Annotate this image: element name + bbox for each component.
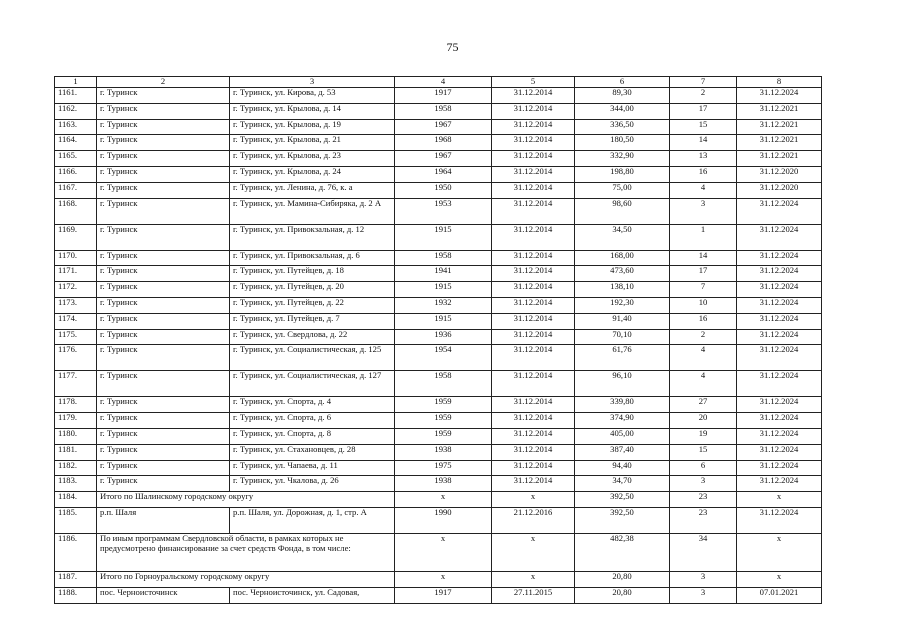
table-cell: г. Туринск (97, 313, 230, 329)
table-cell: 27.11.2015 (492, 587, 575, 603)
table-cell: г. Туринск (97, 282, 230, 298)
table-cell: 31.12.2021 (737, 119, 822, 135)
table-cell: 1941 (395, 266, 492, 282)
table-cell: г. Туринск, ул. Привокзальная, д. 12 (230, 224, 395, 250)
table-cell: 1166. (55, 166, 97, 182)
table-header-row (55, 77, 822, 88)
table-cell: 19 (670, 428, 737, 444)
summary-label: Итого по Горноуральскому городскому округу (97, 571, 395, 587)
table-cell: 31.12.2014 (492, 460, 575, 476)
table-cell: 1165. (55, 151, 97, 167)
table-cell: 392,50 (575, 507, 670, 533)
table-cell: 31.12.2024 (737, 371, 822, 397)
column-number-header: 1 (55, 77, 97, 88)
table-cell: 4 (670, 345, 737, 371)
table-cell: г. Туринск (97, 476, 230, 492)
table-cell: 31.12.2024 (737, 88, 822, 104)
table-cell: 1175. (55, 329, 97, 345)
table-cell: х (395, 533, 492, 571)
table-cell: 168,00 (575, 250, 670, 266)
table-row (55, 266, 822, 282)
table-cell: г. Туринск, ул. Путейцев, д. 18 (230, 266, 395, 282)
table-cell: пос. Черноисточинск, ул. Садовая, (230, 587, 395, 603)
table-cell: г. Туринск (97, 444, 230, 460)
table-cell: 1172. (55, 282, 97, 298)
table-cell: г. Туринск (97, 371, 230, 397)
table-cell: 31.12.2014 (492, 198, 575, 224)
table-row (55, 397, 822, 413)
table-cell: 1184. (55, 492, 97, 508)
table-cell: 31.12.2024 (737, 250, 822, 266)
table-cell: 13 (670, 151, 737, 167)
table-cell: 23 (670, 492, 737, 508)
table-cell: 20,80 (575, 571, 670, 587)
table-cell: г. Туринск (97, 460, 230, 476)
table-cell: 20,80 (575, 587, 670, 603)
housing-registry-table (54, 76, 822, 604)
table-row (55, 329, 822, 345)
table-cell: г. Туринск (97, 345, 230, 371)
table-cell: 31.12.2014 (492, 282, 575, 298)
table-cell: 31.12.2014 (492, 313, 575, 329)
table-cell: 1167. (55, 182, 97, 198)
column-number-header: 4 (395, 77, 492, 88)
table-cell: 1938 (395, 444, 492, 460)
table-cell: г. Туринск, ул. Путейцев, д. 22 (230, 297, 395, 313)
table-cell: 405,00 (575, 428, 670, 444)
table-cell: 3 (670, 198, 737, 224)
table-cell: 31.12.2014 (492, 135, 575, 151)
table-cell: г. Туринск (97, 182, 230, 198)
table-cell: 1959 (395, 397, 492, 413)
table-cell: г. Туринск (97, 135, 230, 151)
table-cell: 198,80 (575, 166, 670, 182)
table-cell: 1959 (395, 428, 492, 444)
table-cell: 31.12.2024 (737, 507, 822, 533)
table-cell: 16 (670, 166, 737, 182)
table-cell: г. Туринск, ул. Крылова, д. 21 (230, 135, 395, 151)
table-cell: 4 (670, 182, 737, 198)
table-cell: 31.12.2024 (737, 329, 822, 345)
table-cell: 31.12.2014 (492, 119, 575, 135)
table-cell: х (737, 492, 822, 508)
table-cell: 31.12.2014 (492, 166, 575, 182)
table-cell: 2 (670, 329, 737, 345)
table-row (55, 224, 822, 250)
table-row (55, 250, 822, 266)
table-cell: 1161. (55, 88, 97, 104)
table-cell: 14 (670, 135, 737, 151)
table-cell: 31.12.2014 (492, 444, 575, 460)
table-cell: г. Туринск, ул. Крылова, д. 24 (230, 166, 395, 182)
table-cell: г. Туринск, ул. Путейцев, д. 7 (230, 313, 395, 329)
table-cell: р.п. Шаля, ул. Дорожная, д. 1, стр. А (230, 507, 395, 533)
table-cell: 1917 (395, 88, 492, 104)
table-cell: 1176. (55, 345, 97, 371)
table-row (55, 88, 822, 104)
table-cell: 31.12.2021 (737, 103, 822, 119)
table-cell: г. Туринск (97, 119, 230, 135)
table-cell: г. Туринск (97, 397, 230, 413)
table-cell: г. Туринск, ул. Социалистическая, д. 127 (230, 371, 395, 397)
table-cell: пос. Черноисточинск (97, 587, 230, 603)
table-cell: 31.12.2020 (737, 166, 822, 182)
table-cell: 15 (670, 444, 737, 460)
table-cell: 31.12.2024 (737, 476, 822, 492)
table-cell: г. Туринск, ул. Крылова, д. 23 (230, 151, 395, 167)
table-cell: х (492, 533, 575, 571)
table-cell: 31.12.2014 (492, 103, 575, 119)
summary-label: По иным программам Свердловской области, в рамках которых не предусмотрено финансирование за счет средств Фонда, в том числе: (97, 533, 395, 571)
table-cell: 21.12.2016 (492, 507, 575, 533)
table-cell: х (492, 492, 575, 508)
table-cell: г. Туринск, ул. Крылова, д. 19 (230, 119, 395, 135)
table-row (55, 135, 822, 151)
table-row (55, 507, 822, 533)
table-cell: 1188. (55, 587, 97, 603)
table-cell: 31.12.2024 (737, 444, 822, 460)
page-number: 75 (446, 40, 459, 54)
table-cell: 1932 (395, 297, 492, 313)
table-cell: 61,76 (575, 345, 670, 371)
table-cell: 31.12.2020 (737, 182, 822, 198)
table-cell: х (492, 571, 575, 587)
table-cell: 1 (670, 224, 737, 250)
table-cell: 1915 (395, 282, 492, 298)
table-cell: 392,50 (575, 492, 670, 508)
table-cell: 1179. (55, 413, 97, 429)
table-cell: 1964 (395, 166, 492, 182)
table-cell: 31.12.2014 (492, 397, 575, 413)
table-cell: 1178. (55, 397, 97, 413)
table-cell: 1959 (395, 413, 492, 429)
table-cell: 1954 (395, 345, 492, 371)
table-cell: 31.12.2024 (737, 282, 822, 298)
table-cell: 23 (670, 507, 737, 533)
table-cell: 1936 (395, 329, 492, 345)
table-cell: 1174. (55, 313, 97, 329)
table-cell: 1915 (395, 224, 492, 250)
table-row (55, 476, 822, 492)
table-cell: 1182. (55, 460, 97, 476)
table-cell: 31.12.2014 (492, 266, 575, 282)
table-cell: 3 (670, 571, 737, 587)
table-cell: 4 (670, 371, 737, 397)
table-cell: 31.12.2014 (492, 250, 575, 266)
column-number-header: 3 (230, 77, 395, 88)
table-row (55, 198, 822, 224)
table-cell: 2 (670, 88, 737, 104)
table-cell: 473,60 (575, 266, 670, 282)
table-cell: г. Туринск, ул. Свердлова, д. 22 (230, 329, 395, 345)
table-cell: 1187. (55, 571, 97, 587)
table-cell: 31.12.2024 (737, 460, 822, 476)
table-row (55, 151, 822, 167)
table-cell: г. Туринск, ул. Спорта, д. 4 (230, 397, 395, 413)
table-cell: г. Туринск (97, 428, 230, 444)
table-cell: 27 (670, 397, 737, 413)
table-cell: 89,30 (575, 88, 670, 104)
table-cell: 374,90 (575, 413, 670, 429)
table-cell: х (395, 492, 492, 508)
table-cell: г. Туринск (97, 103, 230, 119)
table-cell: 14 (670, 250, 737, 266)
column-number-header: 5 (492, 77, 575, 88)
table-cell: 1164. (55, 135, 97, 151)
table-cell: 339,80 (575, 397, 670, 413)
table-cell: 1185. (55, 507, 97, 533)
table-cell: 1173. (55, 297, 97, 313)
table-row (55, 119, 822, 135)
table-row (55, 182, 822, 198)
table-cell: 31.12.2014 (492, 224, 575, 250)
table-cell: 94,40 (575, 460, 670, 476)
summary-label: Итого по Шалинскому городскому округу (97, 492, 395, 508)
table-cell: 96,10 (575, 371, 670, 397)
table-cell: 31.12.2024 (737, 413, 822, 429)
table-cell: 1950 (395, 182, 492, 198)
table-cell: 1177. (55, 371, 97, 397)
table-cell: 31.12.2014 (492, 371, 575, 397)
table-row (55, 313, 822, 329)
table-cell: 1170. (55, 250, 97, 266)
table-cell: г. Туринск (97, 224, 230, 250)
table-row (55, 413, 822, 429)
table-cell: г. Туринск, ул. Социалистическая, д. 125 (230, 345, 395, 371)
table-cell: г. Туринск, ул. Путейцев, д. 20 (230, 282, 395, 298)
table-cell: 31.12.2024 (737, 313, 822, 329)
column-number-header: 8 (737, 77, 822, 88)
table-cell: г. Туринск, ул. Привокзальная, д. 6 (230, 250, 395, 266)
table-cell: г. Туринск (97, 198, 230, 224)
table-cell: 1917 (395, 587, 492, 603)
table-cell: г. Туринск (97, 329, 230, 345)
table-cell: 1186. (55, 533, 97, 571)
table-cell: 1168. (55, 198, 97, 224)
table-row (55, 492, 822, 508)
table-cell: г. Туринск (97, 413, 230, 429)
table-cell: г. Туринск (97, 166, 230, 182)
table-cell: 1163. (55, 119, 97, 135)
table-cell: 31.12.2014 (492, 329, 575, 345)
table-cell: р.п. Шаля (97, 507, 230, 533)
table-cell: 6 (670, 460, 737, 476)
table-cell: г. Туринск, ул. Спорта, д. 6 (230, 413, 395, 429)
table-cell: 1180. (55, 428, 97, 444)
table-cell: 31.12.2014 (492, 182, 575, 198)
table-cell: г. Туринск, ул. Крылова, д. 14 (230, 103, 395, 119)
table-cell: 31.12.2014 (492, 476, 575, 492)
table-cell: 1975 (395, 460, 492, 476)
table-cell: 1958 (395, 103, 492, 119)
table-row (55, 371, 822, 397)
table-cell: 1967 (395, 119, 492, 135)
table-cell: 31.12.2024 (737, 428, 822, 444)
table-row (55, 166, 822, 182)
table-cell: 1183. (55, 476, 97, 492)
table-cell: г. Туринск, ул. Кирова, д. 53 (230, 88, 395, 104)
table-cell: 3 (670, 587, 737, 603)
table-cell: х (737, 571, 822, 587)
table-row (55, 444, 822, 460)
table-cell: 91,40 (575, 313, 670, 329)
table-cell: 31.12.2014 (492, 297, 575, 313)
table-row (55, 345, 822, 371)
table-cell: 31.12.2021 (737, 151, 822, 167)
table-cell: 31.12.2021 (737, 135, 822, 151)
table-cell: 17 (670, 266, 737, 282)
table-cell: 1938 (395, 476, 492, 492)
table-cell: г. Туринск (97, 250, 230, 266)
table-cell: 336,50 (575, 119, 670, 135)
table-cell: 180,50 (575, 135, 670, 151)
table-cell: 16 (670, 313, 737, 329)
column-number-header: 2 (97, 77, 230, 88)
table-row (55, 282, 822, 298)
table-cell: 31.12.2024 (737, 266, 822, 282)
table-cell: 387,40 (575, 444, 670, 460)
table-cell: 34 (670, 533, 737, 571)
table-cell: 75,00 (575, 182, 670, 198)
table-cell: 192,30 (575, 297, 670, 313)
column-number-header: 6 (575, 77, 670, 88)
table-cell: 31.12.2024 (737, 397, 822, 413)
table-cell: 1915 (395, 313, 492, 329)
table-cell: 482,38 (575, 533, 670, 571)
table-row (55, 587, 822, 603)
table-cell: г. Туринск, ул. Ленина, д. 76, к. а (230, 182, 395, 198)
table-row (55, 533, 822, 571)
table-cell: г. Туринск, ул. Спорта, д. 8 (230, 428, 395, 444)
table-cell: г. Туринск (97, 266, 230, 282)
table-cell: 31.12.2024 (737, 198, 822, 224)
table-row (55, 571, 822, 587)
table-cell: 17 (670, 103, 737, 119)
table-cell: г. Туринск (97, 297, 230, 313)
table-cell: г. Туринск (97, 88, 230, 104)
table-cell: 1171. (55, 266, 97, 282)
table-cell: 31.12.2024 (737, 224, 822, 250)
table-row (55, 103, 822, 119)
table-cell: 7 (670, 282, 737, 298)
table-cell: 1967 (395, 151, 492, 167)
table-cell: 31.12.2024 (737, 297, 822, 313)
table-cell: 1181. (55, 444, 97, 460)
table-cell: 10 (670, 297, 737, 313)
table-cell: 70,10 (575, 329, 670, 345)
table-cell: х (737, 533, 822, 571)
table-cell: 3 (670, 476, 737, 492)
table-cell: 07.01.2021 (737, 587, 822, 603)
table-cell: г. Туринск (97, 151, 230, 167)
table-cell: 1169. (55, 224, 97, 250)
table-cell: 1162. (55, 103, 97, 119)
column-number-header: 7 (670, 77, 737, 88)
table-cell: 138,10 (575, 282, 670, 298)
table-cell: 31.12.2014 (492, 413, 575, 429)
table-cell: 344,00 (575, 103, 670, 119)
table-cell: 31.12.2014 (492, 428, 575, 444)
table-cell: 34,70 (575, 476, 670, 492)
table-row (55, 460, 822, 476)
table-cell: 31.12.2024 (737, 345, 822, 371)
table-cell: г. Туринск, ул. Чапаева, д. 11 (230, 460, 395, 476)
table-cell: 34,50 (575, 224, 670, 250)
table-cell: 332,90 (575, 151, 670, 167)
table-cell: х (395, 571, 492, 587)
table-cell: 1958 (395, 250, 492, 266)
table-row (55, 297, 822, 313)
table-cell: 1990 (395, 507, 492, 533)
table-cell: г. Туринск, ул. Чкалова, д. 26 (230, 476, 395, 492)
table-cell: 31.12.2014 (492, 151, 575, 167)
table-cell: г. Туринск, ул. Мамина-Сибиряка, д. 2 А (230, 198, 395, 224)
table-cell: 1958 (395, 371, 492, 397)
table-row (55, 428, 822, 444)
table-cell: 1953 (395, 198, 492, 224)
table-cell: 15 (670, 119, 737, 135)
table-cell: 20 (670, 413, 737, 429)
table-cell: г. Туринск, ул. Стахановцев, д. 28 (230, 444, 395, 460)
table-cell: 1968 (395, 135, 492, 151)
table-cell: 31.12.2014 (492, 345, 575, 371)
table-cell: 31.12.2014 (492, 88, 575, 104)
table-cell: 98,60 (575, 198, 670, 224)
